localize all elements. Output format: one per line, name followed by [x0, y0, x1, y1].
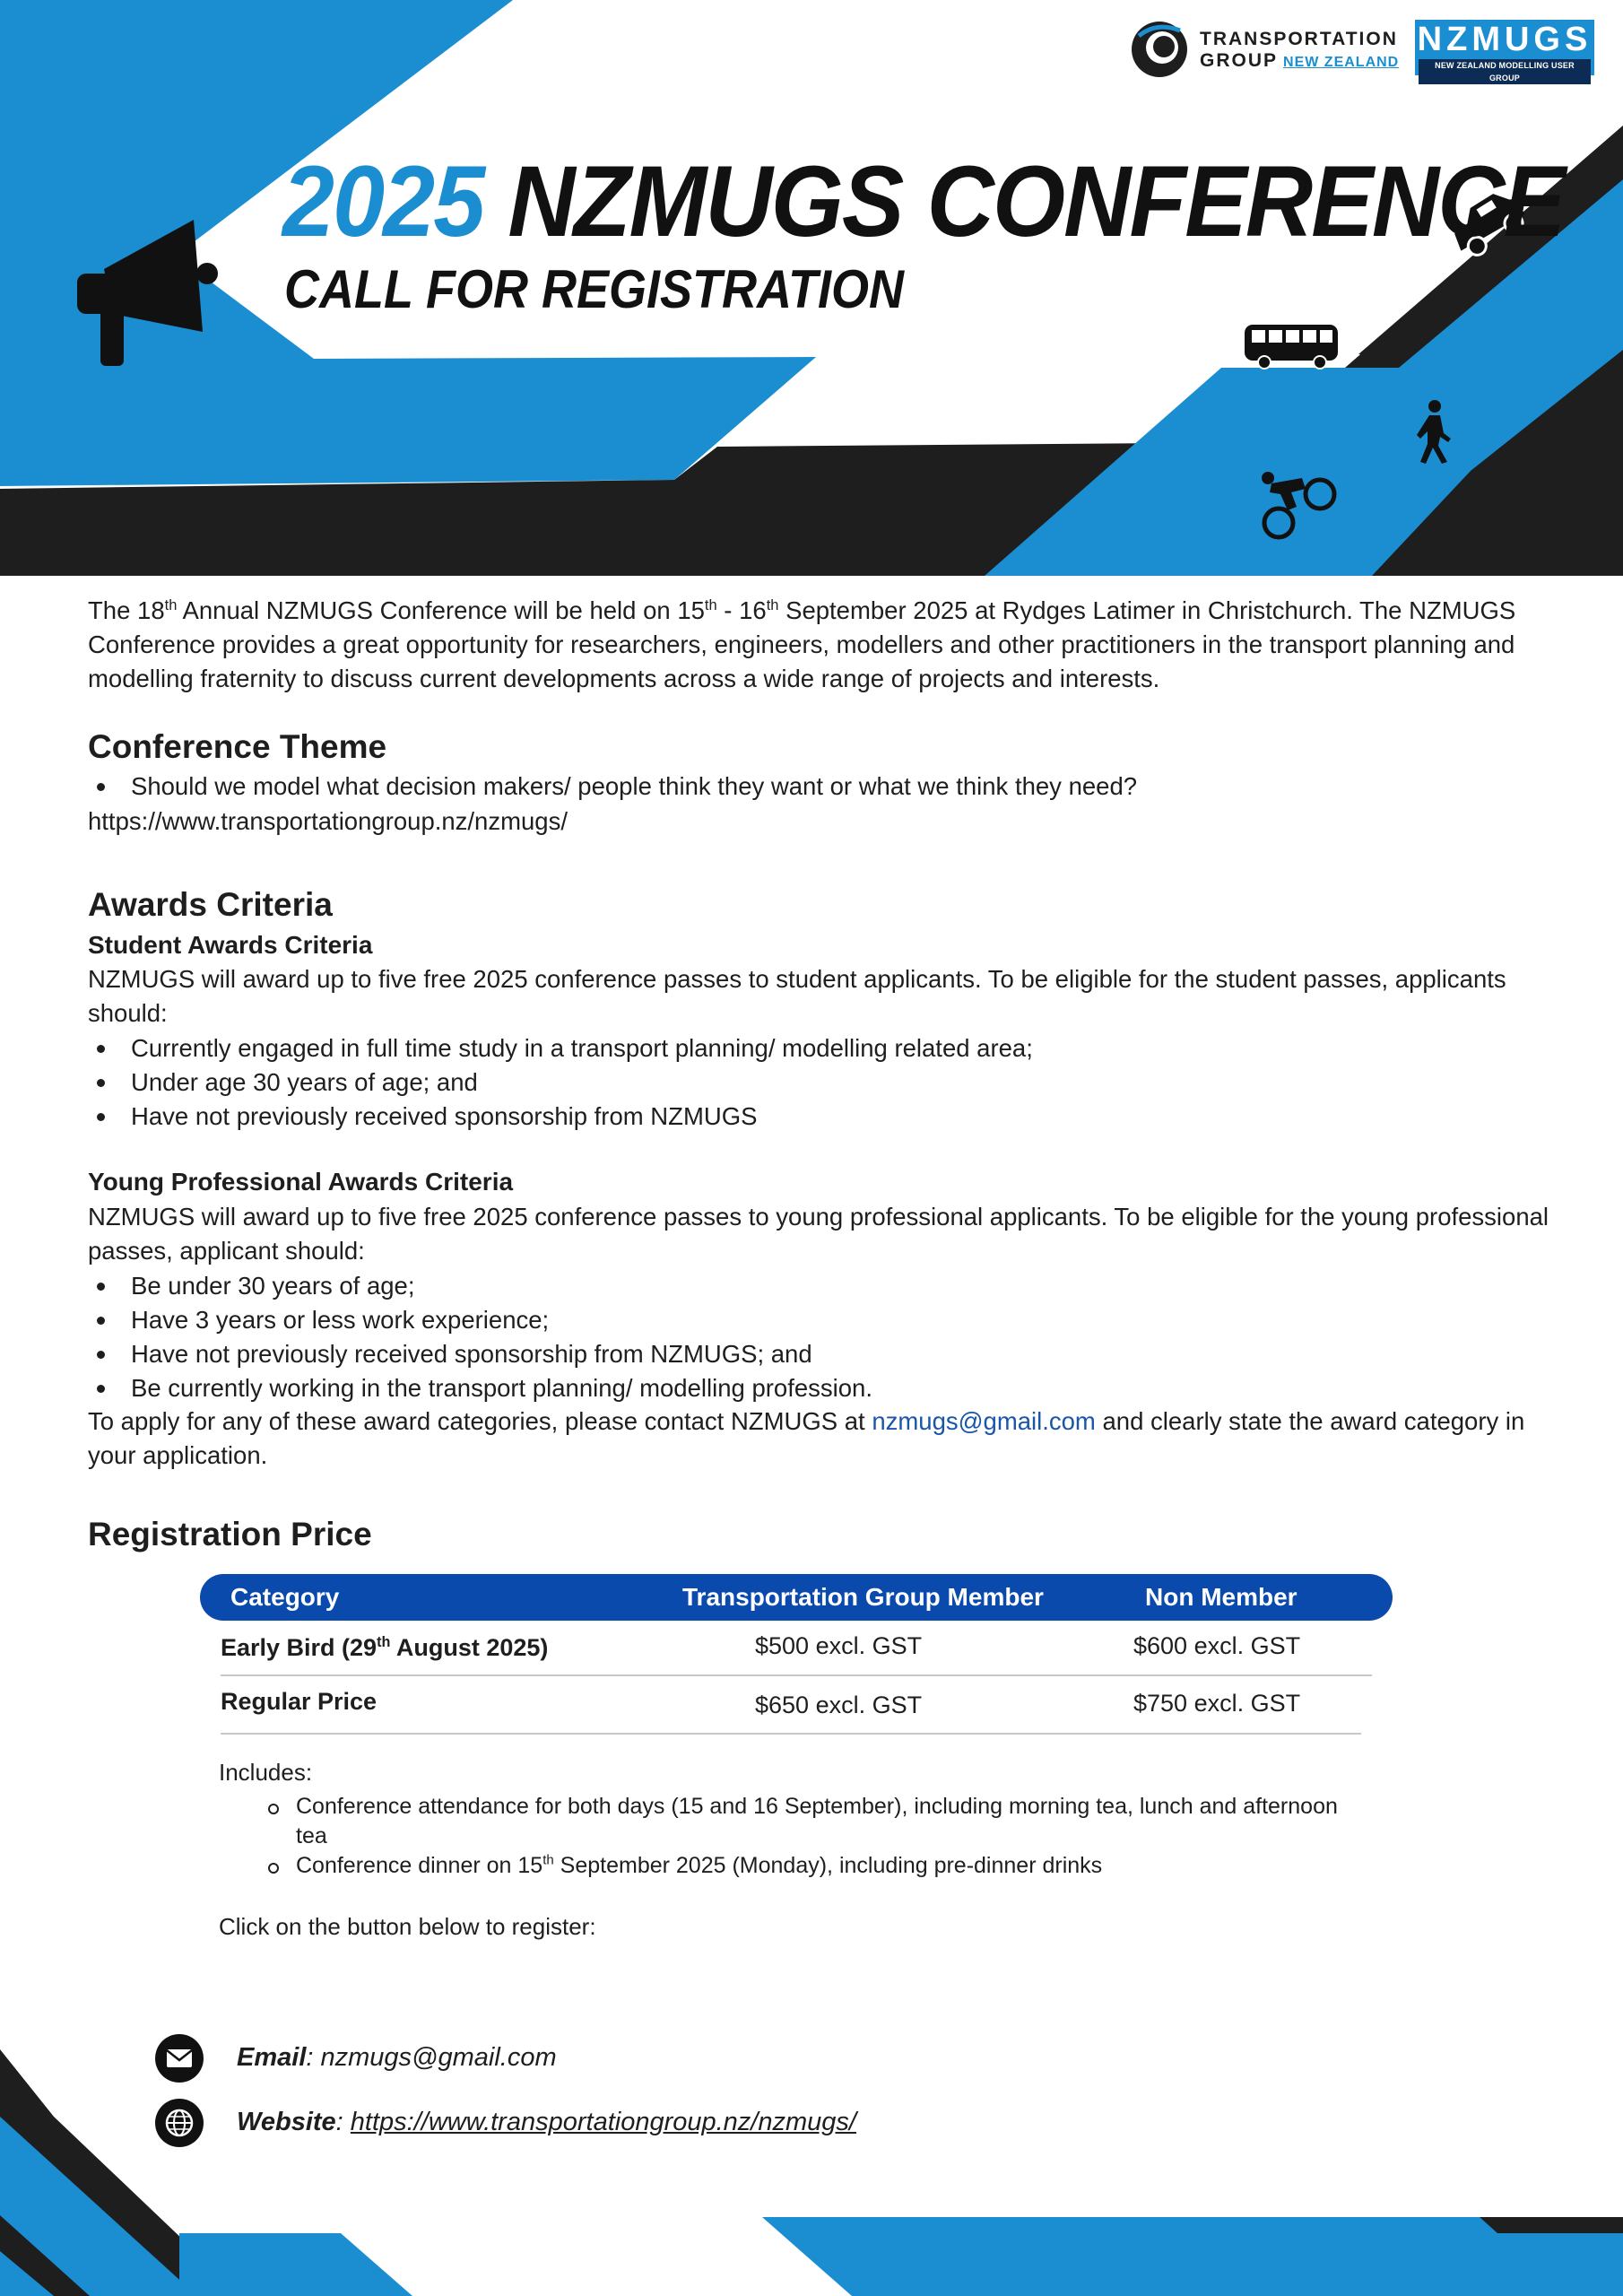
nzmugs-logo-text: NZMUGS: [1417, 21, 1593, 58]
contact-website: Website: https://www.transportationgroup.nz/nzmugs/: [237, 2108, 856, 2136]
page-subtitle: CALL FOR REGISTRATION: [284, 259, 904, 319]
row1-member-price: $500 excl. GST: [755, 1632, 923, 1659]
nzmugs-logo-subtext: NEW ZEALAND MODELLING USER GROUP: [1419, 59, 1591, 84]
student-awards-text: NZMUGS will award up to five free 2025 conference passes to student applicants. To be eligible for the student passes, applicants should:: [88, 965, 1506, 1027]
intro-text-4: September 2025 at Rydges Latimer in Christchurch. The NZMUGS Conference provides a great opportunity for researchers, engineers, modellers and other practitioners in the transport planning and modelling fraternity to discuss current developments across a wide range of projects and interests.: [88, 596, 1516, 692]
bus-icon: [1245, 325, 1340, 370]
email-icon: [155, 2034, 204, 2083]
student-awards-heading: Student Awards Criteria: [88, 931, 373, 959]
title-year: 2025: [282, 145, 484, 257]
intro-text-3: - 16: [716, 596, 767, 624]
tg-logo-group: GROUP: [1200, 50, 1279, 71]
includes-label: Includes:: [219, 1759, 313, 1786]
apply-text-post: and clearly state the award category in your application.: [88, 1407, 1525, 1469]
intro-sup-3: th: [766, 596, 779, 613]
theme-list: [88, 770, 1137, 804]
row1-non-member-price: $600 excl. GST: [1133, 1632, 1301, 1659]
row2-member-price: $650 excl. GST: [755, 1692, 923, 1718]
col-header-member: Transportation Group Member: [682, 1583, 1044, 1611]
tg-logo-line2: [1200, 50, 1399, 72]
awards-heading: Awards Criteria: [88, 886, 333, 923]
row1-category: [221, 1634, 548, 1662]
list-item: Currently engaged in full time study in a transport planning/ modelling related area;: [88, 1031, 1033, 1065]
intro-text-1: The 18: [88, 596, 165, 624]
contact-email: Email: nzmugs@gmail.com: [237, 2043, 557, 2072]
row1-sup: th: [377, 1634, 391, 1650]
young-professional-list: [88, 1269, 872, 1405]
cyclist-icon: [1257, 471, 1340, 543]
young-professional-text: NZMUGS will award up to five free 2025 conference passes to young professional applicants. To be eligible for the young professional passes, applicant should:: [88, 1203, 1549, 1265]
apply-paragraph: [88, 1405, 1567, 1473]
inc2-sup: th: [542, 1852, 554, 1868]
intro-sup-1: th: [164, 596, 178, 613]
list-item: Have not previously received sponsorship from NZMUGS: [88, 1100, 1033, 1134]
email-value[interactable]: nzmugs@gmail.com: [320, 2043, 557, 2072]
megaphone-icon: [77, 220, 221, 368]
website-label: Website: [237, 2108, 336, 2136]
intro-paragraph: [88, 594, 1567, 696]
list-item: Be under 30 years of age;: [88, 1269, 872, 1303]
website-link[interactable]: https://www.transportationgroup.nz/nzmugs/: [350, 2108, 856, 2136]
list-item: Under age 30 years of age; and: [88, 1065, 1033, 1100]
inc2-text-b: September 2025 (Monday), including pre-dinner drinks: [553, 1853, 1103, 1878]
list-item: Should we model what decision makers/ people think they want or what we think they need?: [88, 770, 1137, 804]
col-header-non-member: Non Member: [1145, 1583, 1298, 1611]
intro-sup-2: th: [704, 596, 717, 613]
transportation-group-logo: [1130, 20, 1399, 79]
student-awards-list: [88, 1031, 1033, 1134]
young-professional-heading: Young Professional Awards Criteria: [88, 1168, 514, 1196]
register-instruction: Click on the button below to register:: [219, 1913, 596, 1940]
theme-heading: Conference Theme: [88, 728, 387, 765]
list-item: Have not previously received sponsorship from NZMUGS; and: [88, 1337, 872, 1371]
title-text: NZMUGS CONFERENCE: [508, 145, 1565, 257]
walking-person-icon: [1413, 399, 1453, 464]
swirl-logo-icon: [1130, 20, 1189, 79]
col-header-category: Category: [230, 1583, 340, 1611]
includes-list: [219, 1792, 1349, 1881]
table-bottom-divider: [221, 1733, 1361, 1735]
row2-non-member-price: $750 excl. GST: [1133, 1690, 1301, 1717]
email-label: Email: [237, 2043, 307, 2072]
globe-icon: [155, 2099, 204, 2147]
list-item: Be currently working in the transport planning/ modelling profession.: [88, 1371, 872, 1405]
price-table-header: [200, 1574, 1393, 1621]
page-title: [282, 144, 1564, 260]
nzmugs-logo: [1415, 20, 1594, 83]
list-item: [219, 1851, 1349, 1881]
row1-label-a: Early Bird (29: [221, 1634, 378, 1661]
apply-text-pre: To apply for any of these award categories, please contact NZMUGS at: [88, 1407, 872, 1435]
tg-logo-nz: NEW ZEALAND: [1283, 55, 1400, 70]
row2-category: Regular Price: [221, 1688, 378, 1715]
list-item: Have 3 years or less work experience;: [88, 1303, 872, 1337]
intro-text-2: Annual NZMUGS Conference will be held on 15: [177, 596, 705, 624]
apply-email-link[interactable]: nzmugs@gmail.com: [872, 1407, 1096, 1435]
footer-dark-right: [1480, 2217, 1623, 2233]
tg-logo-line1: TRANSPORTATION: [1200, 29, 1398, 49]
row1-label-b: August 2025): [390, 1634, 549, 1661]
footer-blue-bottom: [179, 2233, 412, 2296]
inc2-text-a: Conference dinner on 15: [296, 1853, 543, 1878]
list-item: Conference attendance for both days (15 and 16 September), including morning tea, lunch and afternoon tea: [219, 1792, 1349, 1851]
registration-heading: Registration Price: [88, 1516, 372, 1552]
theme-url: https://www.transportationgroup.nz/nzmugs/: [88, 807, 568, 835]
table-row-divider: [221, 1674, 1372, 1676]
